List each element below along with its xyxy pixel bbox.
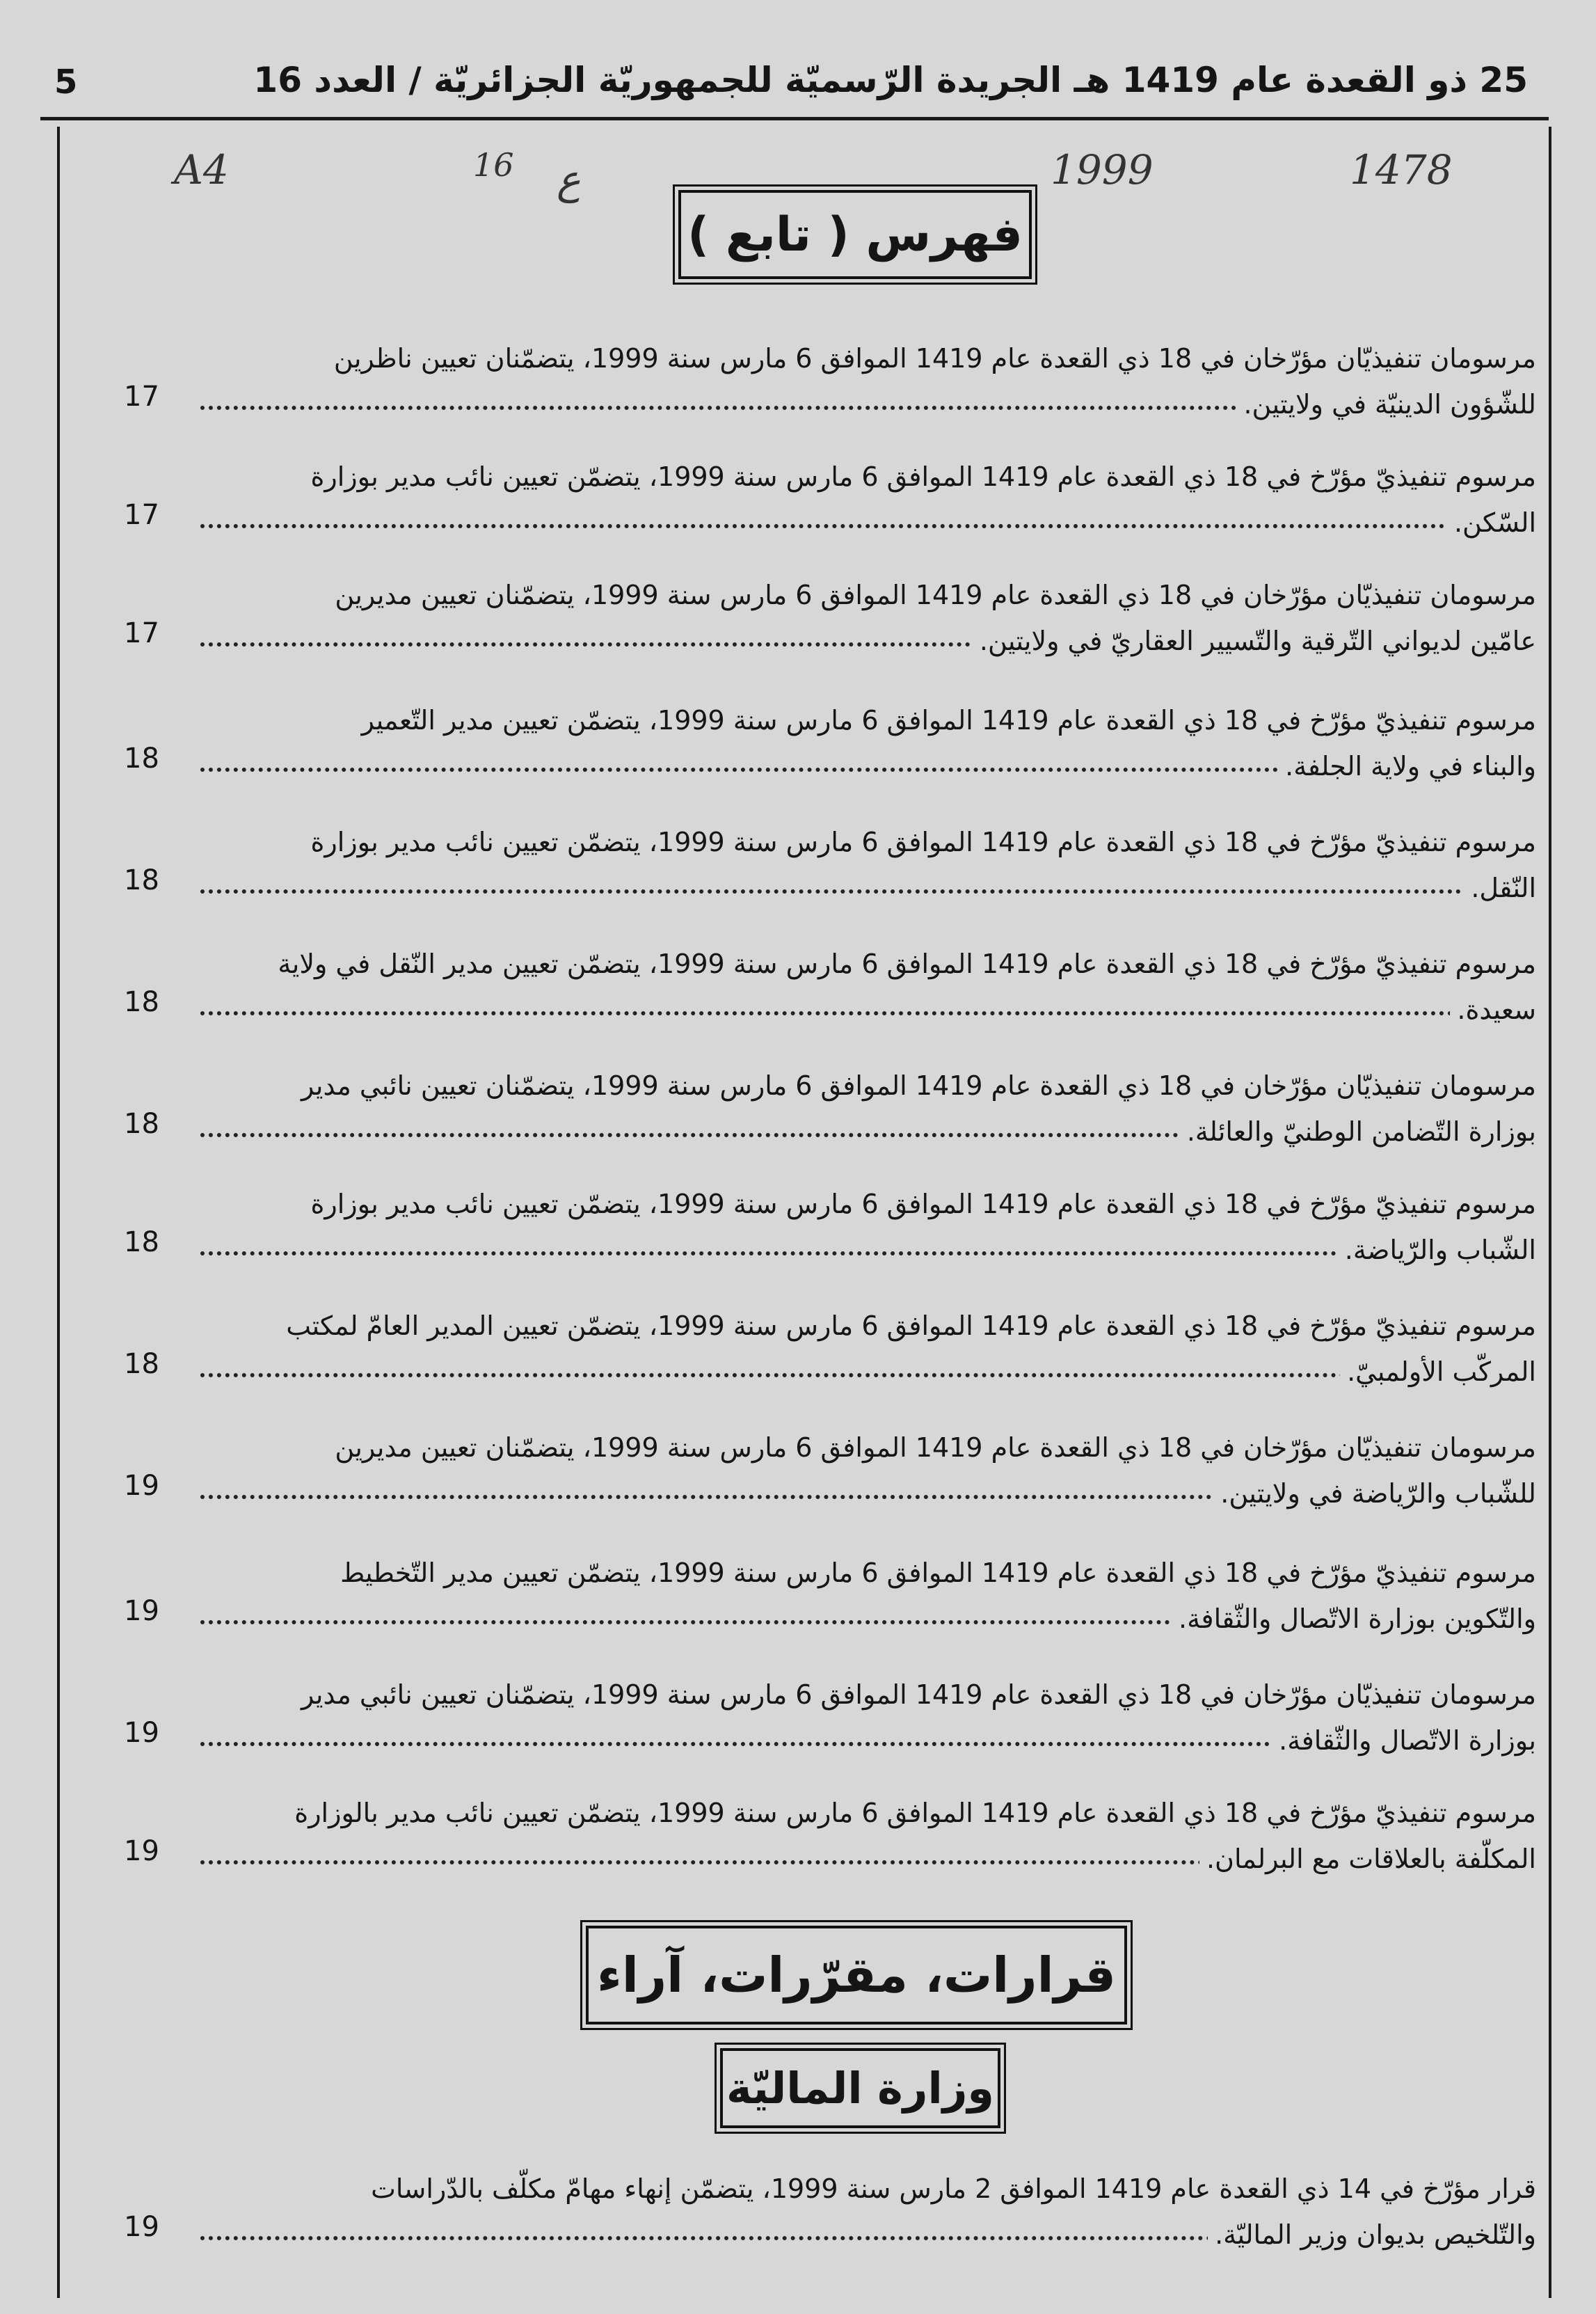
- entry-line-1: قرار مؤرّخ في 14 ذي القعدة عام 1419 الموافق 2 مارس سنة 1999، يتضمّن إنهاء مهامّ مكلّف بالدّراسات: [371, 2173, 1536, 2204]
- entry-line-2: سعيدة.: [1450, 989, 1536, 1031]
- index-entry[interactable]: [117, 2168, 1536, 2265]
- header-text: 25 ذو القعدة عام 1419 هـ الجريدة الرّسميّة للجمهوريّة الجزائريّة / العدد 16: [253, 60, 1528, 100]
- entry-line-2: والبناء في ولاية الجلفة.: [1278, 745, 1536, 787]
- entry-page-number: 19: [124, 1470, 159, 1502]
- entry-page-number: 19: [124, 2211, 159, 2243]
- index-entry[interactable]: [117, 699, 1536, 797]
- entry-page-number: 17: [124, 381, 159, 413]
- entry-line-2: عامّين لديواني التّرقية والتّسيير العقاريّ في ولايتين.: [973, 620, 1536, 662]
- entry-line-1: مرسومان تنفيذيّان مؤرّخان في 18 ذي القعدة عام 1419 الموافق 6 مارس سنة 1999، يتضمّنان تعيين نائبي مدير: [301, 1679, 1536, 1710]
- ministry-title: وزارة الماليّة: [720, 2048, 1000, 2128]
- entry-line-1: مرسوم تنفيذيّ مؤرّخ في 18 ذي القعدة عام 1419 الموافق 6 مارس سنة 1999، يتضمّن تعيين نائب مدير بوزارة: [310, 827, 1536, 857]
- header-rule: [40, 117, 1549, 120]
- section-title: قرارات، مقرّرات، آراء: [586, 1926, 1127, 2024]
- entry-page-number: 19: [124, 1595, 159, 1627]
- entry-line-1: مرسومان تنفيذيّان مؤرّخان في 18 ذي القعدة عام 1419 الموافق 6 مارس سنة 1999، يتضمّنان تعيين نائبي مدير: [301, 1070, 1536, 1101]
- index-entry[interactable]: [117, 1065, 1536, 1162]
- dot-leader: [200, 881, 1536, 894]
- entry-page-number: 18: [124, 864, 159, 896]
- entry-line-2: بوزارة التّضامن الوطنيّ والعائلة.: [1180, 1111, 1536, 1152]
- entry-page-number: 18: [124, 743, 159, 775]
- entry-line-2: والتّلخيص بديوان وزير الماليّة.: [1208, 2214, 1536, 2256]
- entry-page-number: 18: [124, 1348, 159, 1380]
- entry-line-2: المركّب الأولمبيّ.: [1340, 1351, 1536, 1393]
- index-title: فهرس ( تابع ): [678, 190, 1032, 279]
- entry-line-2: للشّباب والرّياضة في ولايتين.: [1213, 1473, 1536, 1514]
- running-header: [40, 53, 1549, 110]
- handwritten-year: 1999: [1051, 146, 1154, 193]
- entry-page-number: 18: [124, 1108, 159, 1140]
- index-entry[interactable]: [117, 1792, 1536, 1889]
- entry-line-1: مرسوم تنفيذيّ مؤرّخ في 18 ذي القعدة عام 1419 الموافق 6 مارس سنة 1999، يتضمّن تعيين مدير النّقل في ولاية: [278, 949, 1536, 979]
- entry-line-1: مرسوم تنفيذيّ مؤرّخ في 18 ذي القعدة عام 1419 الموافق 6 مارس سنة 1999، يتضمّن تعيين نائب مدير بوزارة: [310, 1189, 1536, 1219]
- entry-line-1: مرسومان تنفيذيّان مؤرّخان في 18 ذي القعدة عام 1419 الموافق 6 مارس سنة 1999، يتضمّنان تعيين ناظرين: [333, 343, 1536, 374]
- entry-line-2: والتّكوين بوزارة الاتّصال والثّقافة.: [1172, 1598, 1536, 1640]
- index-entry[interactable]: [117, 574, 1536, 672]
- entry-line-1: مرسومان تنفيذيّان مؤرّخان في 18 ذي القعدة عام 1419 الموافق 6 مارس سنة 1999، يتضمّنان تعيين مديرين: [335, 580, 1536, 610]
- index-entry[interactable]: [117, 1305, 1536, 1402]
- entry-line-1: مرسوم تنفيذيّ مؤرّخ في 18 ذي القعدة عام 1419 الموافق 6 مارس سنة 1999، يتضمّن تعيين مدير التّخطيط: [340, 1558, 1536, 1588]
- handwritten-number: 16: [473, 146, 514, 184]
- index-entry[interactable]: [117, 1183, 1536, 1281]
- index-entry[interactable]: [117, 1674, 1536, 1771]
- index-entry[interactable]: [117, 943, 1536, 1040]
- entry-line-1: مرسوم تنفيذيّ مؤرّخ في 18 ذي القعدة عام 1419 الموافق 6 مارس سنة 1999، يتضمّن تعيين المدير العامّ لمكتب: [286, 1310, 1536, 1341]
- index-entry[interactable]: [117, 1427, 1536, 1524]
- entry-page-number: 17: [124, 617, 159, 649]
- entry-line-2: السّكن.: [1447, 502, 1536, 544]
- entry-line-1: مرسوم تنفيذيّ مؤرّخ في 18 ذي القعدة عام 1419 الموافق 6 مارس سنة 1999، يتضمّن تعيين مدير التّعمير: [361, 705, 1536, 736]
- index-entry[interactable]: [117, 338, 1536, 435]
- entry-page-number: 18: [124, 986, 159, 1018]
- dot-leader: [200, 1003, 1536, 1015]
- dot-leader: [200, 1243, 1536, 1255]
- index-entry[interactable]: [117, 456, 1536, 553]
- entry-page-number: 18: [124, 1226, 159, 1258]
- entry-line-2: المكلّفة بالعلاقات مع البرلمان.: [1199, 1838, 1536, 1880]
- entry-line-1: مرسوم تنفيذيّ مؤرّخ في 18 ذي القعدة عام 1419 الموافق 6 مارس سنة 1999، يتضمّن تعيين نائب مدير بالوزارة: [294, 1798, 1536, 1828]
- dot-leader: [200, 1365, 1536, 1377]
- entry-line-2: بوزارة الاتّصال والثّقافة.: [1272, 1720, 1536, 1761]
- entry-line-2: للشّؤون الدينيّة في ولايتين.: [1236, 383, 1536, 425]
- handwritten-left: A4: [174, 146, 229, 193]
- entry-page-number: 19: [124, 1717, 159, 1749]
- entry-page-number: 19: [124, 1835, 159, 1867]
- page-number: 5: [54, 63, 78, 102]
- index-entry[interactable]: [117, 821, 1536, 919]
- dot-leader: [200, 516, 1536, 528]
- entry-line-1: مرسومان تنفيذيّان مؤرّخان في 18 ذي القعدة عام 1419 الموافق 6 مارس سنة 1999، يتضمّنان تعيين مديرين: [335, 1432, 1536, 1463]
- entry-line-2: الشّباب والرّياضة.: [1338, 1229, 1536, 1271]
- entry-line-1: مرسوم تنفيذيّ مؤرّخ في 18 ذي القعدة عام 1419 الموافق 6 مارس سنة 1999، يتضمّن تعيين نائب مدير بوزارة: [310, 461, 1536, 492]
- entry-line-2: النّقل.: [1464, 867, 1536, 909]
- index-entry[interactable]: [117, 1552, 1536, 1649]
- handwritten-right: 1478: [1350, 146, 1453, 193]
- entry-page-number: 17: [124, 499, 159, 531]
- handwritten-letter: ع: [557, 156, 581, 203]
